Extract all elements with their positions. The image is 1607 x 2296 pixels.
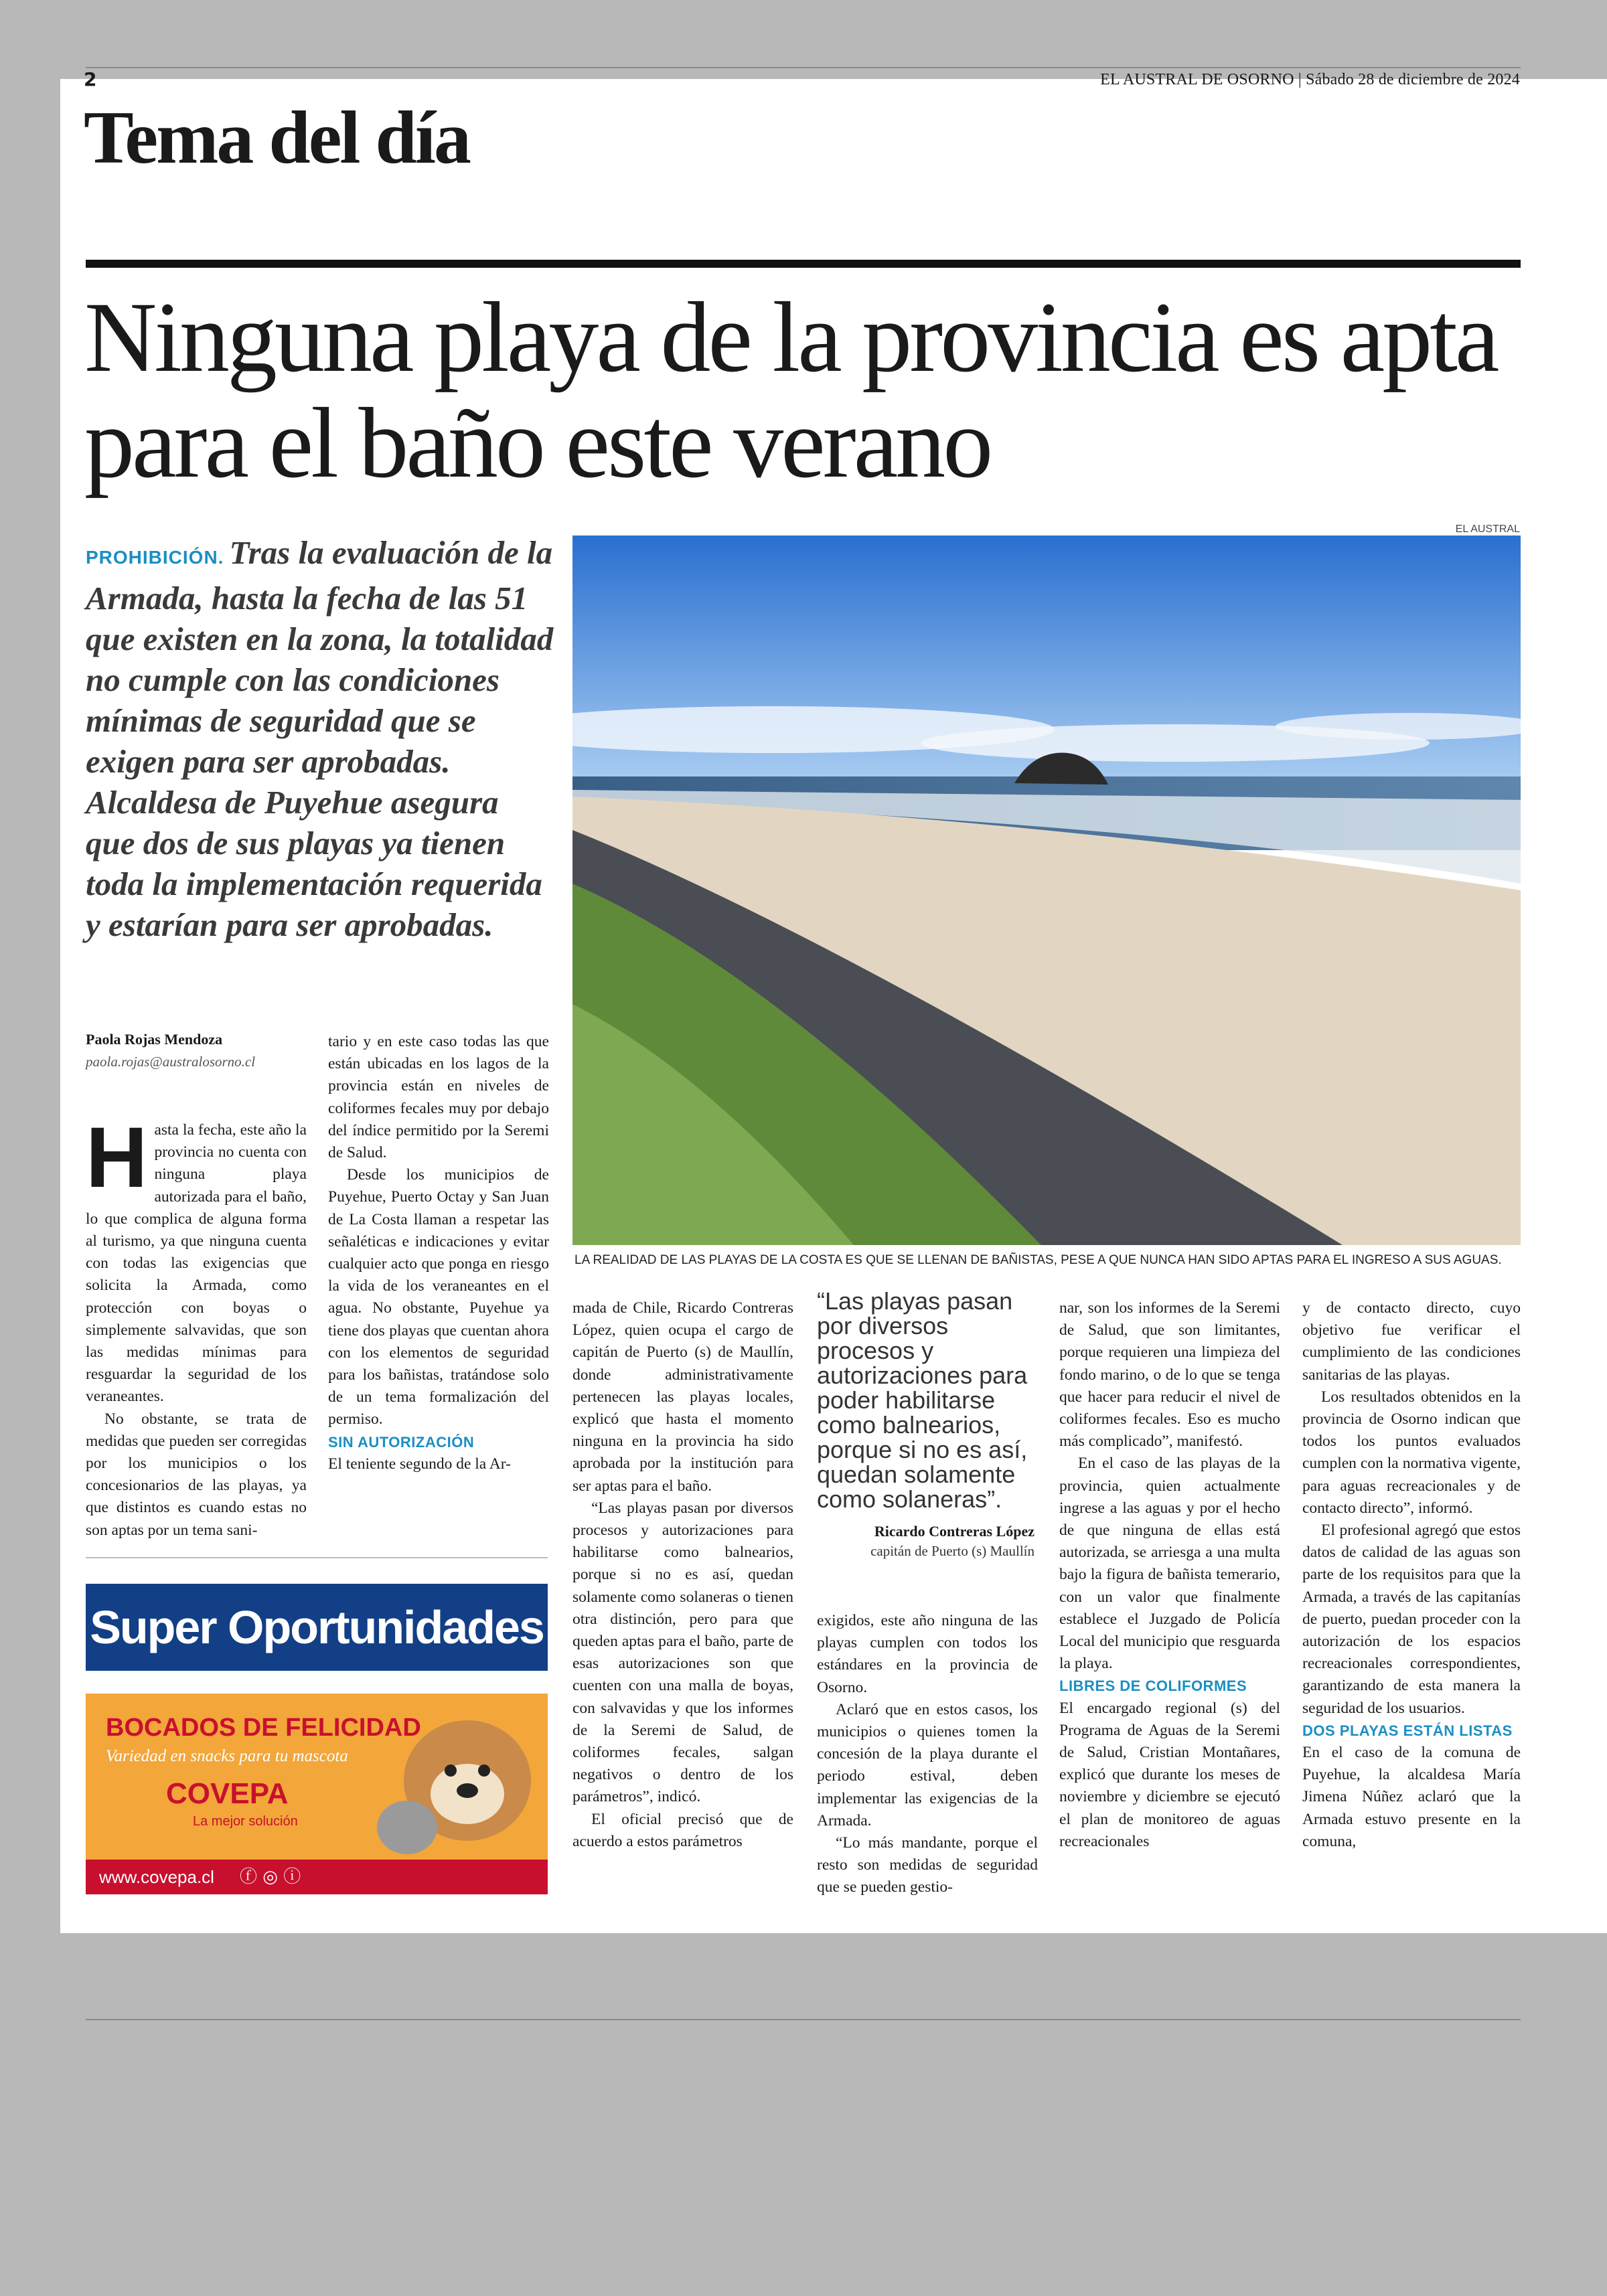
ad-title: BOCADOS DE FELICIDAD (106, 1714, 421, 1742)
body-column-3 (572, 1297, 793, 1853)
section-divider (86, 260, 1521, 268)
beach-photo (572, 536, 1521, 1245)
dek (86, 532, 554, 945)
dog-cat-icon (367, 1707, 541, 1861)
paragraph: “Lo más mandante, porque el resto son medidas de seguridad que se pueden gestio- (817, 1834, 1038, 1896)
paragraph: El profesional agregó que estos datos de calidad de las aguas son parte de los requisitos para que la Armada, a través de las capitanías de puerto, puedan proceder con la autorización de los espacios recreacionales correspondientes, garantizando de esta manera la seguridad de los usuarios. (1302, 1522, 1521, 1717)
paragraph (86, 1110, 307, 1408)
paragraph: exigidos, este año ninguna de las playas cumplen con todos los estándares en la provincia de Osorno. (817, 1612, 1038, 1696)
covepa-logo-sub: La mejor solución (193, 1814, 298, 1829)
paragraph: tario y en este caso todas las que están ubicadas en los lagos de la provincia están en niveles de coliformes fecales muy por debajo del índice permitido por la Seremi de Salud. (328, 1033, 549, 1162)
drop-cap: H (86, 1110, 148, 1206)
subhead: LIBRES DE COLIFORMES (1059, 1677, 1247, 1695)
body-column-4 (817, 1610, 1038, 1899)
subhead: SIN AUTORIZACIÓN (328, 1433, 475, 1451)
pull-quote: “Las playas pasan por diversos procesos y autorizaciones para poder habilitarse como balnearios, porque si no es así, quedan solamente como solaneras”. (817, 1287, 1028, 1513)
paragraph: Desde los municipios de Puyehue, Puerto Octay y San Juan de La Costa llaman a respetar las señaléticas e indicaciones y evitar cualquier acto que ponga en riesgo la vida de los veraneantes en el agua. No obstante, Puyehue ya tiene dos playas que cuentan ahora con los elementos de seguridad para los bañistas, tratándose solo de un tema formalización del permiso. (328, 1166, 549, 1428)
author-name: Paola Rojas Mendoza (86, 1031, 223, 1048)
paragraph: Los resultados obtenidos en la provincia de Osorno indican que todos los puntos evaluados cumplen con la normativa vigente, para aguas recreacionales y de contacto directo”, informó. (1302, 1388, 1521, 1517)
body-column-2 (328, 1031, 549, 1475)
body-column-6 (1302, 1297, 1521, 1853)
covepa-logo: COVEPA (166, 1777, 289, 1810)
paragraph: y de contacto directo, cuyo objetivo fue verificar el cumplimiento de las condiciones sanitarias de las playas. (1302, 1299, 1521, 1384)
pull-quote-author: Ricardo Contreras López (874, 1523, 1035, 1540)
issue-date: Sábado 28 de diciembre de 2024 (1306, 71, 1520, 88)
subhead: DOS PLAYAS ESTÁN LISTAS (1302, 1722, 1513, 1739)
paragraph: No obstante, se trata de medidas que pueden ser corregidas por los municipios o los concesionarios de las playas, ya que distintos es cuando estas no son aptas por un tema sani- (86, 1410, 307, 1539)
paragraph: En el caso de la comuna de Puyehue, la alcaldesa María Jimena Núñez aclaró que la Armada estuvo presente en la comuna, (1302, 1744, 1521, 1850)
author-email[interactable]: paola.rojas@australosorno.cl (86, 1054, 256, 1070)
ad-tagline: Variedad en snacks para tu mascota (106, 1747, 348, 1765)
paragraph: mada de Chile, Ricardo Contreras López, quien ocupa el cargo de capitán de Puerto (s) de Maullín, donde administrativamente pertenecen las playas locales, explicó que hasta el momento ninguna en la provincia ha sido aprobada por la institución para ser aptas para el baño. (572, 1299, 793, 1495)
paragraph: El encargado regional (s) del Programa de Aguas de la Seremi de Salud, Cristian Montañares, explicó que durante los meses de noviembre y diciembre se ejecutó el plan de monitoreo de aguas recreacionales (1059, 1699, 1280, 1850)
ad-banner[interactable]: Super Oportunidades (86, 1584, 548, 1671)
paragraph: El oficial precisó que de acuerdo a estos parámetros (572, 1810, 793, 1850)
photo-caption: LA REALIDAD DE LAS PLAYAS DE LA COSTA ES QUE SE LLENAN DE BAÑISTAS, PESE A QUE NUNCA HAN SIDO APTAS PARA EL INGRESO A SUS AGUAS. (575, 1253, 1502, 1267)
section-title: Tema del día (84, 96, 469, 179)
body-column-5 (1059, 1297, 1280, 1853)
top-rule (86, 67, 1521, 68)
paragraph-text: asta la fecha, este año la provincia no cuenta con ninguna playa autorizada para el baño, lo que complica de alguna forma al turismo, ya que ninguna cuenta con todas las exigencias que solicita la Armada, como protección con boyas o simplemente salvavidas, que son las medidas mínimas para resguardar la seguridad de los veraneantes. (86, 1121, 307, 1406)
photo-credit: EL AUSTRAL (1455, 523, 1520, 535)
bottom-rule (86, 2019, 1521, 2020)
paragraph: En el caso de las playas de la provincia, quien actualmente ingrese a las aguas y por el hecho de que ninguna de ellas está autorizada, se arriesga a una multa bajo la figura de bañista temerario, con un valor que finalmente establece el Juzgado de Policía Local del municipio que resguarda la playa. (1059, 1455, 1280, 1673)
dek-text: Tras la evaluación de la Armada, hasta la fecha de las 51 que existen en la zona, la totalidad no cumple con las condiciones mínimas de seguridad que se exigen para ser aprobadas. Alcaldesa de Puyehue asegura que dos de sus playas ya tienen toda la implementación requerida y estarían para ser aprobadas. (86, 534, 554, 943)
paragraph: El teniente segundo de la Ar- (328, 1455, 511, 1473)
page-number: 2 (84, 68, 97, 90)
pull-quote-role: capitán de Puerto (s) Maullín (870, 1543, 1035, 1559)
paragraph: Aclaró que en estos casos, los municipios o quienes tomen la concesión de la playa durante el periodo estival, deben implementar las exigencias de la Armada. (817, 1700, 1038, 1829)
social-icons[interactable]: ⓕ ◎ ⓘ (240, 1867, 301, 1887)
paragraph: “Las playas pasan por diversos procesos y autorizaciones para habilitarse como balnearios, porque si no es así, quedan solamente como solaneras o tienen otra distinción, pero para que queden aptas para el baño, parte de esas autorizaciones son que cuenten con una malla de boyas, con salvavidas y que los informes de la Seremi de Salud, de coliformes fecales, salgan negativos o dentro de los parámetros”, indicó. (572, 1499, 793, 1806)
masthead-name: EL AUSTRAL DE OSORNO (1100, 71, 1294, 88)
kicker: PROHIBICIÓN. (86, 547, 224, 568)
masthead: EL AUSTRAL DE OSORNO | Sábado 28 de diciembre de 2024 (1100, 71, 1520, 88)
body-column-1 (86, 1110, 307, 1542)
headline: Ninguna playa de la provincia es apta para el baño este verano (84, 282, 1497, 499)
ad-separator (86, 1557, 548, 1558)
ad-url[interactable]: www.covepa.cl (99, 1867, 214, 1887)
paragraph: nar, son los informes de la Seremi de Salud, que son limitantes, porque requieren una limpieza del fondo marino, o de lo que se tenga que hacer para reducir el nivel de coliformes fecales. Eso es mucho más complicado”, manifestó. (1059, 1299, 1280, 1451)
beach-illustration (572, 536, 1521, 1245)
covepa-ad[interactable] (86, 1694, 548, 1894)
